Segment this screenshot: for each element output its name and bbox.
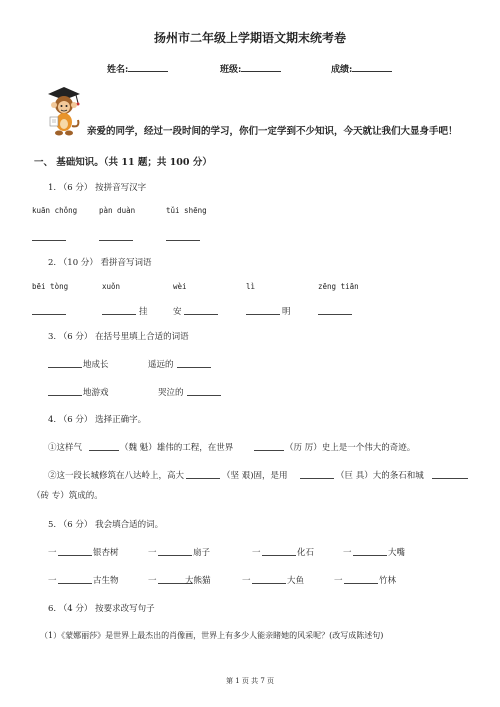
section-heading: 一、 基础知识。（共 11 题；共 100 分） [34, 157, 212, 168]
question-2-heading: 2. （10 分） 看拼音写词语 [48, 258, 152, 268]
q5-blank[interactable] [158, 555, 192, 556]
name-field[interactable] [107, 62, 168, 75]
q3-item-4: 哭泣的 [158, 388, 184, 398]
q2-answer-blank-1[interactable] [32, 314, 66, 315]
q5-dash: 一 [343, 548, 352, 558]
q5-r1-word-3: 化石 [297, 548, 315, 558]
q4-answer-blank-4[interactable] [300, 478, 334, 479]
q5-blank[interactable] [262, 555, 296, 556]
q3-item-2: 遥远的 [148, 360, 174, 370]
q2-pinyin-3: wèi [173, 282, 187, 291]
q4-line-2-c: （巨 具）大的条石和城 [336, 471, 424, 481]
q5-dash: 一 [242, 576, 251, 586]
q5-blank[interactable] [252, 583, 286, 584]
q4-line-1-c: （历 厉）史上是一个伟大的奇迹。 [285, 443, 416, 453]
q4-line-2-b: （坚 艰)固，是用 [222, 471, 288, 481]
q5-r2-word-2: 大熊猫 [185, 576, 211, 586]
q4-line-3: （砖 专）筑成的。 [32, 491, 103, 501]
intro-text: 亲爱的同学，经过一段时间的学习，你们一定学到不少知识，今天就让我们大显身手吧！ [87, 126, 458, 137]
q1-answer-blank-2[interactable] [99, 240, 133, 241]
q4-line-1-b: （魏 魁）雄伟的工程，在世界 [120, 443, 234, 453]
q5-r1-word-4: 大嘴 [388, 548, 406, 558]
q6-sentence-1: （1）《蒙娜丽莎》是世界上最杰出的肖像画，世界上有多少人能亲睹她的风采呢？(改写成陈述句) [40, 631, 384, 640]
q5-r1-word-1: 银杏树 [93, 548, 119, 558]
q2-char-1: 挂 [139, 307, 148, 317]
q1-pinyin-3: tǔi shēng [166, 206, 207, 215]
q5-r2-word-4: 竹林 [379, 576, 397, 586]
q2-pinyin-1: bēi tòng [32, 282, 69, 291]
q1-pinyin-1: kuān chǒng [32, 206, 78, 215]
q5-blank[interactable] [58, 583, 92, 584]
class-label: 班级: [220, 65, 242, 75]
q2-char-2: 安 [173, 307, 182, 317]
q2-pinyin-5: zēng tiān [318, 282, 359, 291]
q3-item-3: 地游戏 [83, 388, 109, 398]
q5-dash: 一 [148, 576, 157, 586]
q5-dash: 一 [252, 548, 261, 558]
q2-answer-blank-2[interactable] [102, 314, 136, 315]
q1-answer-blank-3[interactable] [166, 240, 200, 241]
class-field[interactable] [220, 62, 281, 75]
q2-pinyin-4: lì [246, 282, 256, 291]
q5-blank[interactable] [344, 583, 378, 584]
q5-dash: 一 [48, 576, 57, 586]
question-3-heading: 3. （6 分） 在括号里填上合适的词语 [48, 332, 189, 342]
q1-pinyin-2: pàn duàn [99, 206, 136, 215]
q3-answer-blank-1[interactable] [48, 367, 82, 368]
question-5-heading: 5. （6 分） 我会填合适的词。 [48, 520, 164, 530]
q5-dash: 一 [148, 548, 157, 558]
q5-r2-word-1: 古生物 [93, 576, 119, 586]
score-field[interactable] [331, 62, 392, 75]
score-label: 成绩: [331, 65, 353, 75]
q4-answer-blank-3[interactable] [186, 478, 220, 479]
q4-line-1-a: ①这样气 [48, 443, 83, 453]
q4-answer-blank-1[interactable] [89, 450, 119, 451]
q4-answer-blank-5[interactable] [432, 478, 468, 479]
page-title: 扬州市二年级上学期语文期末统考卷 [153, 31, 346, 45]
q5-r2-word-3: 大鱼 [287, 576, 305, 586]
mascot-icon [40, 84, 86, 138]
q2-answer-blank-4[interactable] [246, 314, 280, 315]
q4-line-2-a: ②这一段长城修筑在八达岭上，高大 [48, 471, 185, 481]
q3-answer-blank-2[interactable] [177, 367, 211, 368]
question-1-heading: 1. （6 分） 按拼音写汉字 [48, 183, 147, 193]
q3-answer-blank-4[interactable] [187, 395, 221, 396]
q5-blank[interactable] [353, 555, 387, 556]
q1-answer-blank-1[interactable] [32, 240, 66, 241]
q3-item-1: 地成长 [83, 360, 109, 370]
q3-answer-blank-3[interactable] [48, 395, 82, 396]
q2-answer-blank-5[interactable] [318, 314, 352, 315]
question-4-heading: 4. （6 分） 选择正确字。 [48, 415, 147, 425]
name-label: 姓名: [107, 65, 129, 75]
question-6-heading: 6. （4 分） 按要求改写句子 [48, 604, 155, 614]
q5-r1-word-2: 扇子 [193, 548, 211, 558]
q4-answer-blank-2[interactable] [254, 450, 284, 451]
q2-pinyin-2: xuǒn [102, 282, 121, 291]
q5-dash: 一 [334, 576, 343, 586]
q2-answer-blank-3[interactable] [184, 314, 218, 315]
q2-char-3: 明 [282, 307, 291, 317]
q5-dash: 一 [48, 548, 57, 558]
q5-blank[interactable] [58, 555, 92, 556]
page-footer: 第 1 页 共 7 页 [225, 677, 275, 685]
